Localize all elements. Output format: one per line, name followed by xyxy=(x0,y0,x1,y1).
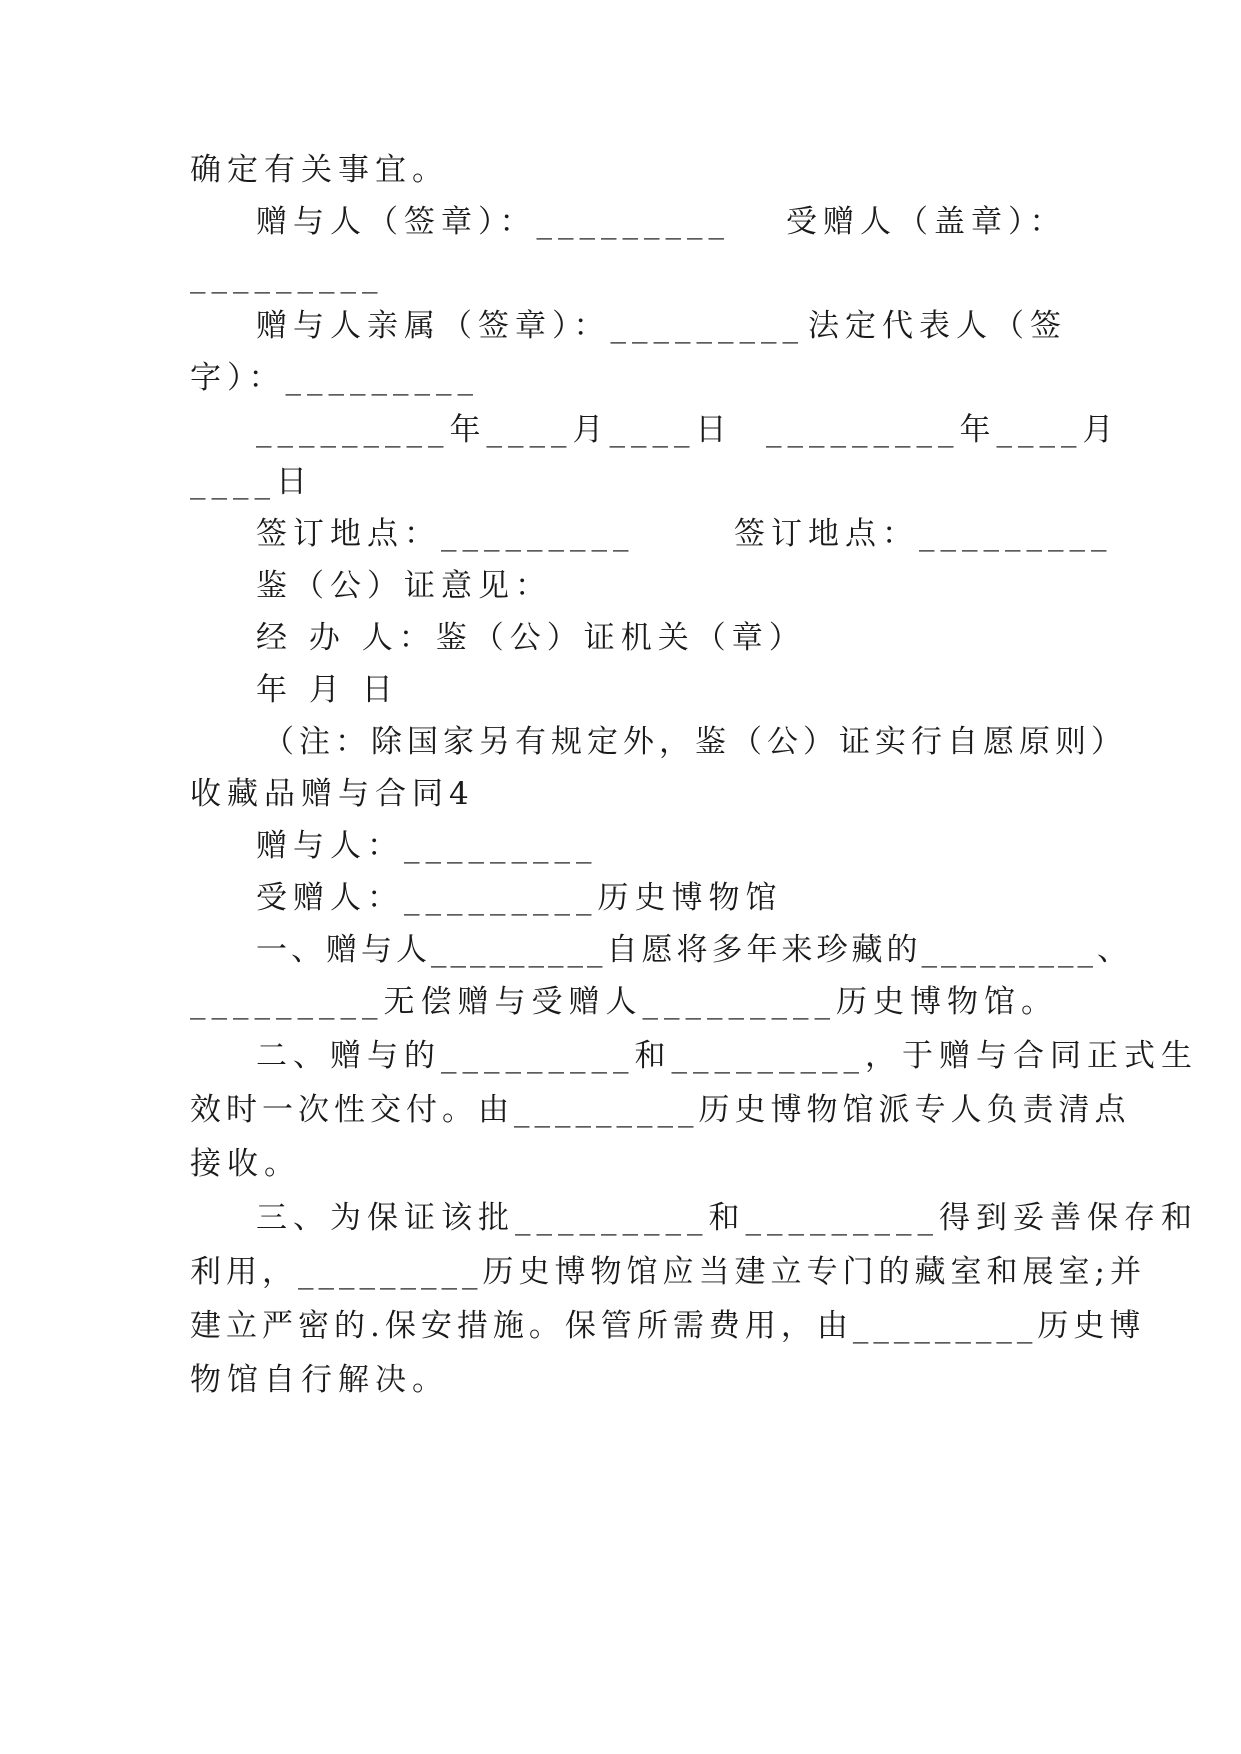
text-line: 二、赠与的_________和_________，于赠与合同正式生 xyxy=(256,1038,1198,1074)
text-line: _________无偿赠与受赠人_________历史博物馆。 xyxy=(190,984,1058,1020)
text-line: 字）：_________ xyxy=(190,360,479,396)
relative-signature-label: 赠与人亲属（签章）：_________ xyxy=(256,308,804,344)
text-line: 建立严密的.保安措施。保管所需费用，由_________历史博 xyxy=(190,1308,1146,1344)
donor-date: _________年____月____日 xyxy=(256,412,733,448)
signing-place-line xyxy=(256,514,1113,554)
text-line: 接收。 xyxy=(190,1146,301,1182)
section-heading: 收藏品赠与合同4 xyxy=(190,776,475,812)
legal-representative-label: 法定代表人（签 xyxy=(808,308,1067,344)
donor-signature-line xyxy=(256,202,1067,242)
text-line: 三、为保证该批_________和_________得到妥善保存和 xyxy=(256,1200,1198,1236)
recipient-seal-label: 受赠人（盖章）： xyxy=(786,204,1067,240)
recipient-date: _________年____月 xyxy=(766,412,1120,448)
text-line: _________ xyxy=(190,258,384,294)
text-line: 受赠人：_________历史博物馆 xyxy=(256,880,783,916)
relative-signature-line xyxy=(256,306,1067,346)
text-line: 鉴（公）证意见： xyxy=(256,568,552,604)
text-line: 利用，_________历史博物馆应当建立专门的藏室和展室;并 xyxy=(190,1254,1146,1290)
text-line: 物馆自行解决。 xyxy=(190,1362,449,1398)
text-line: 赠与人：_________ xyxy=(256,828,598,864)
recipient-signing-place: 签订地点：_________ xyxy=(734,516,1113,552)
note-line: （注：除国家另有规定外，鉴（公）证实行自愿原则） xyxy=(263,724,1127,760)
text-line: 确定有关事宜。 xyxy=(190,152,449,188)
donor-signing-place: 签订地点：_________ xyxy=(256,516,635,552)
donor-signature-label: 赠与人（签章）：_________ xyxy=(256,204,730,240)
text-line: ____日 xyxy=(190,464,313,500)
text-line: 经 办 人：鉴（公）证机关（章） xyxy=(256,620,806,656)
text-line: 效时一次性交付。由_________历史博物馆派专人负责清点 xyxy=(190,1092,1131,1128)
text-line: 年 月 日 xyxy=(256,672,399,708)
text-line: 一、赠与人_________自愿将多年来珍藏的_________、 xyxy=(256,932,1132,968)
date-line xyxy=(256,410,1120,450)
